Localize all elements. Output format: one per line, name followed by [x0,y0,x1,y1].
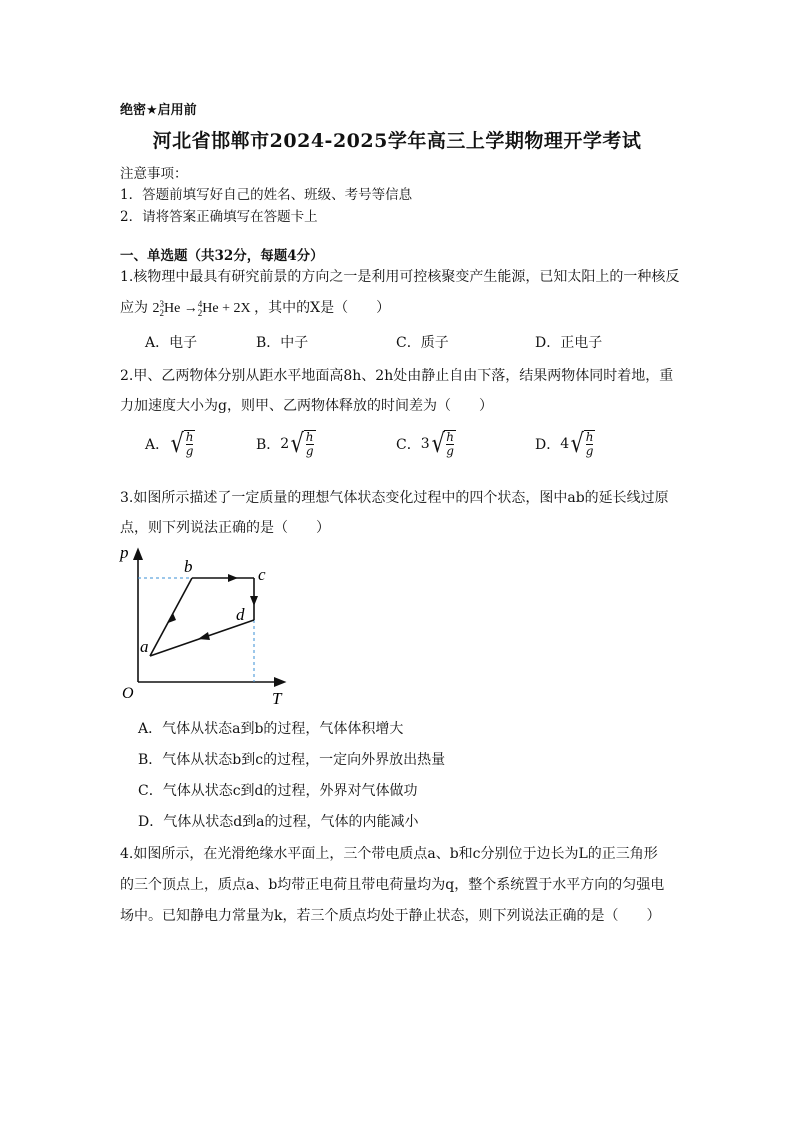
note-item-1: 1．答题前填写好自己的姓名、班级、考号等信息 [120,187,413,203]
q3-option-c[interactable]: C．气体从状态c到d的过程，外界对气体做功 [138,783,418,799]
q1-line1: 1.核物理中最具有研究前景的方向之一是利用可控核聚变产生能源，已知太阳上的一种核反 [120,269,680,285]
label-o: O [122,685,134,702]
q4-line3: 场中。已知静电力常量为k，若三个质点均处于静止状态，则下列说法正确的是（ ） [120,908,661,924]
arrow-da-icon [198,632,210,640]
secret-label: 绝密★启用前 [120,103,197,118]
q1-option-a[interactable]: A．电子 [145,335,198,351]
note-item-2: 2．请将答案正确填写在答题卡上 [120,209,318,225]
q2-option-c[interactable]: C．3 √ h g [396,429,454,459]
q3-option-d[interactable]: D．气体从状态d到a的过程，气体的内能减小 [138,814,419,830]
label-c: c [258,565,266,584]
q3-line1: 3.如图所示描述了一定质量的理想气体状态变化过程中的四个状态，图中ab的延长线过原 [120,490,669,506]
section-title: 一、单选题（共32分，每题4分） [120,248,324,264]
label-t: T [272,689,282,708]
q1-option-d[interactable]: D．正电子 [535,335,603,351]
arrow-bc-icon [228,574,238,582]
q2-option-a[interactable]: A． √ h g [145,429,194,459]
q1-line2 [120,297,390,318]
label-p: p [120,543,129,562]
page-title: 河北省邯郸市2024-2025学年高三上学期物理开学考试 [152,130,642,152]
q3-option-a[interactable]: A．气体从状态a到b的过程，气体体积增大 [138,721,404,737]
label-d: d [236,605,245,624]
q1-post: ，其中的X是（ ） [254,300,391,316]
q2-line2: 力加速度大小为g，则甲、乙两物体释放的时间差为（ ） [120,398,493,414]
arrow-cd-icon [250,596,258,606]
q2-line1: 2.甲、乙两物体分别从距水平地面高8h、2h处由静止自由下落，结果两物体同时着地，重 [120,368,674,384]
q4-line2: 的三个顶点上，质点a、b均带正电荷且带电荷量均为q，整个系统置于水平方向的匀强电 [120,877,665,893]
pt-diagram [112,540,302,710]
q4-line1: 4.如图所示，在光滑绝缘水平面上，三个带电质点a、b和c分别位于边长为L的正三角形 [120,846,658,862]
q1-pre: 应为 [120,300,148,316]
notes-heading: 注意事项： [120,166,188,182]
q1-equation: 2 3 2 He → 4 2 He + 2X [152,298,251,318]
q1-option-b[interactable]: B．中子 [256,335,309,351]
q3-option-b[interactable]: B．气体从状态b到c的过程，一定向外界放出热量 [138,752,446,768]
label-b: b [184,557,193,576]
q1-option-c[interactable]: C．质子 [396,335,449,351]
q2-option-d[interactable]: D．4 √ h g [535,429,594,459]
q2-option-b[interactable]: B．2 √ h g [256,429,314,459]
label-a: a [140,637,149,656]
q3-line2: 点，则下列说法正确的是（ ） [120,520,330,536]
